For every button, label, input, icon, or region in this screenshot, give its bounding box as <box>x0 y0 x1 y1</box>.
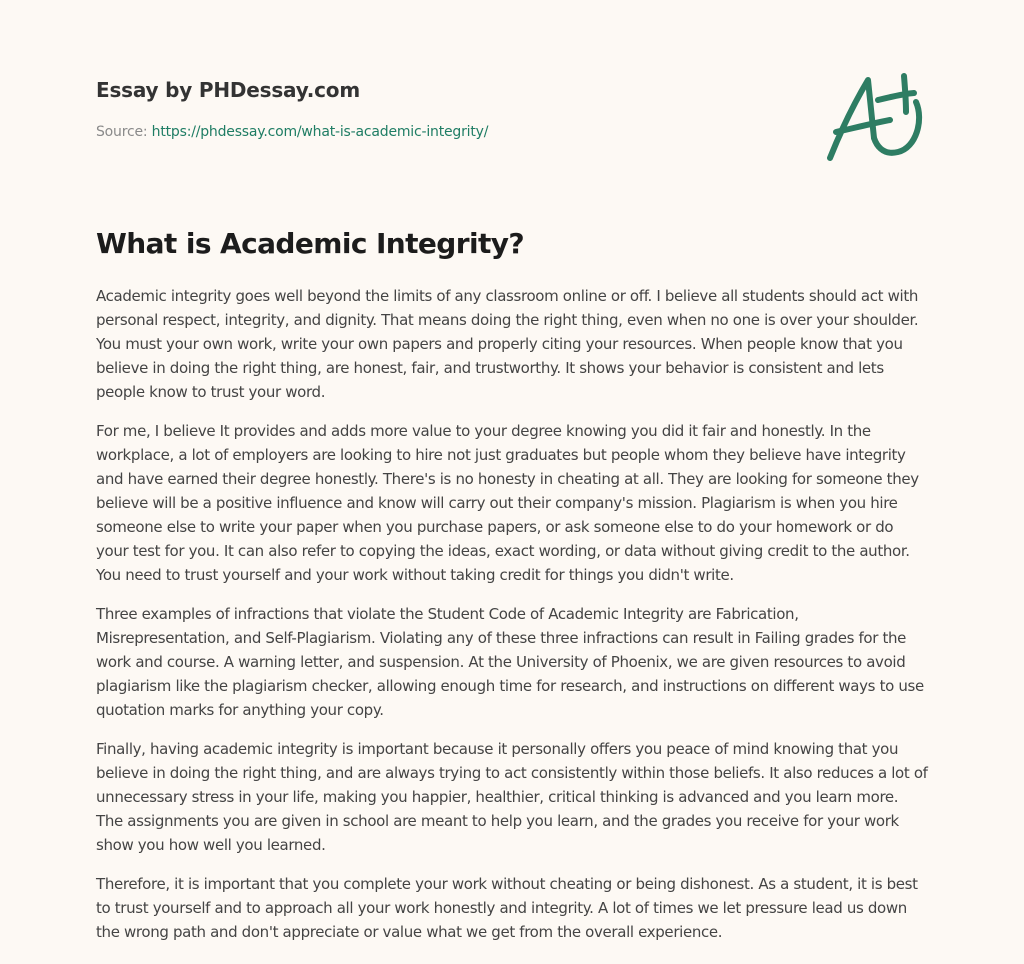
paragraph: Academic integrity goes well beyond the limits of any classroom online or off. I believe all students should act with personal respect, integrity, and dignity. That means doing the right thing, even when no one is over your shoulder. You must your own work, write your own papers and properly citing your resources. When people know that you believe in doing the right thing, are honest, fair, and trustworthy. It shows your behavior is consistent and lets people know to trust your word. <box>96 287 919 401</box>
paragraph: Finally, having academic integrity is important because it personally offers you peace of mind knowing that you believe in doing the right thing, and are always trying to act consistently within those beliefs. It also reduces a lot of unnecessary stress in your life, making you happier, healthier, critical thinking is advanced and you learn more. The assignments you are given in school are meant to help you learn, and the grades you receive for your work show you how well you learned. <box>96 740 928 854</box>
source-line <box>96 122 796 142</box>
essay-body <box>96 284 928 959</box>
a-plus-grade-icon <box>820 66 930 166</box>
essay-title: What is Academic Integrity? <box>96 227 525 260</box>
paragraph: Three examples of infractions that violate the Student Code of Academic Integrity are Fabrication, Misrepresentation, and Self-Plagiarism. Violating any of these three infractions can result in Failing grades for the work and course. A warning letter, and suspension. At the University of Phoenix, we are given resources to avoid plagiarism like the plagiarism checker, allowing enough time for research, and instructions on different ways to use quotation marks for anything your copy. <box>96 605 924 719</box>
source-label: Source: <box>96 124 152 140</box>
paragraph: For me, I believe It provides and adds more value to your degree knowing you did it fair and honestly. In the workplace, a lot of employers are looking to hire not just graduates but people whom they believe have integrity and have earned their degree honestly. There's is no honesty in cheating at all. They are looking for someone they believe will be a positive influence and know will carry out their company's mission. Plagiarism is when you hire someone else to write your paper when you purchase papers, or ask someone else to do your homework or do your test for you. It can also refer to copying the ideas, exact wording, or data without giving credit to the author. You need to trust yourself and your work without taking credit for things you didn't write. <box>96 422 919 584</box>
site-title: Essay by PHDessay.com <box>96 78 360 102</box>
essay-header <box>96 76 796 142</box>
paragraph: Therefore, it is important that you complete your work without cheating or being dishonest. As a student, it is best to trust yourself and to approach all your work honestly and integrity. A lot of times we let pressure lead us down the wrong path and don't appreciate or value what we get from the overall experience. <box>96 875 918 941</box>
source-link[interactable]: https://phdessay.com/what-is-academic-integrity/ <box>151 124 489 140</box>
